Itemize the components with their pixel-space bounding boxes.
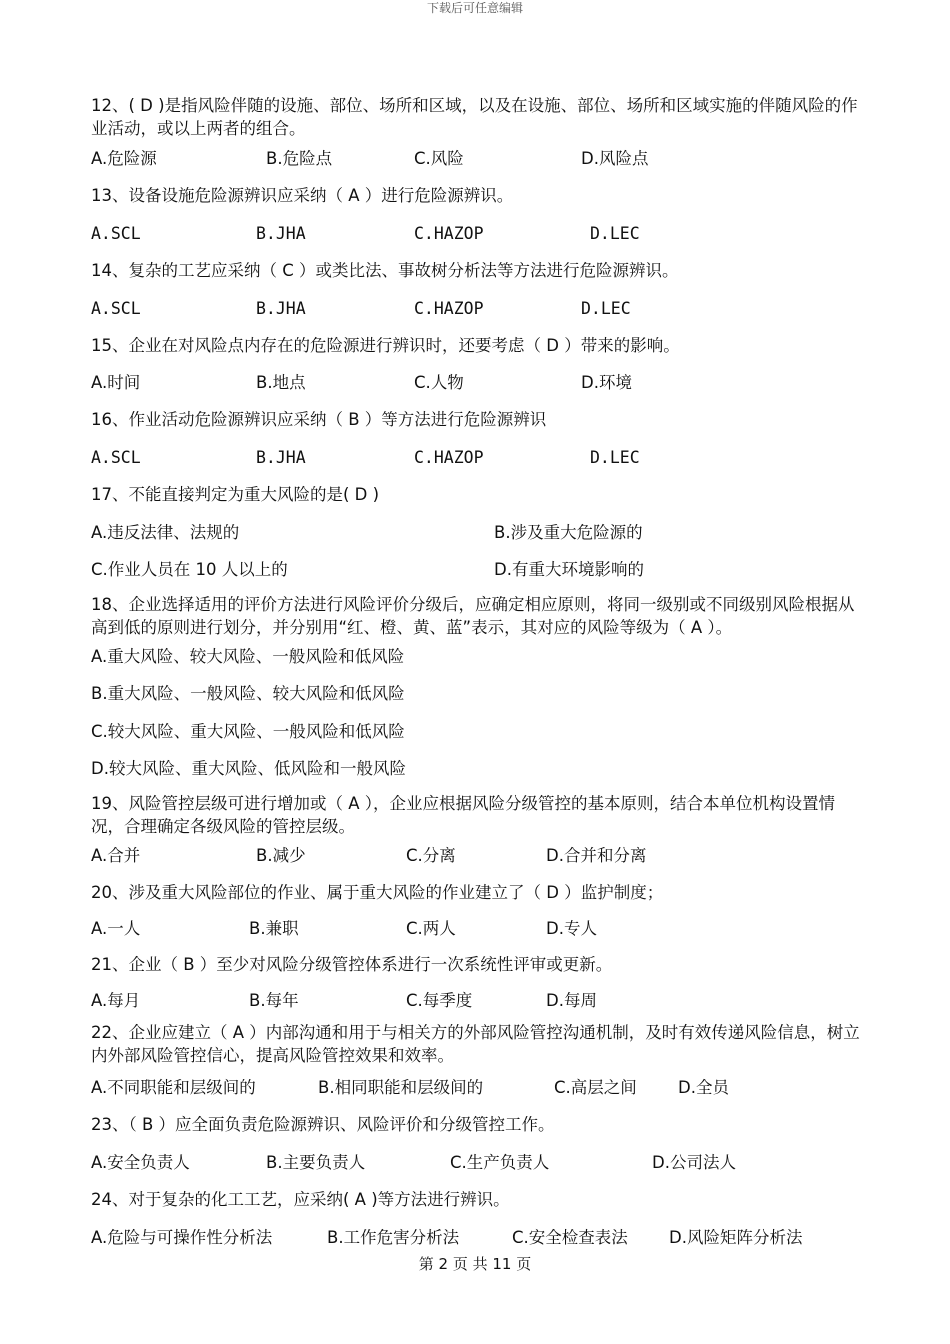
options-row (91, 989, 861, 1012)
option-b: B.每年 (249, 991, 299, 1010)
option-d: D.环境 (581, 373, 632, 392)
option-c: C.HAZOP (414, 299, 484, 318)
option-d: D.较大风险、重大风险、低风险和一般风险 (91, 759, 406, 778)
options-row (91, 558, 861, 581)
option-d: D.LEC (590, 448, 640, 467)
question-24: 24、对于复杂的化工工艺，应采纳( A )等方法进行辨识。 (91, 1190, 510, 1209)
options-row (91, 917, 861, 940)
options-row (91, 1076, 861, 1099)
options-row (91, 147, 861, 170)
option-d: D.风险点 (581, 149, 649, 168)
option-a: A.危险源 (91, 149, 157, 168)
option-d: D.专人 (546, 919, 597, 938)
option-c: C.HAZOP (414, 448, 484, 467)
option-b: B.地点 (256, 373, 306, 392)
option-d: D.每周 (546, 991, 597, 1010)
question-17: 17、不能直接判定为重大风险的是( D ) (91, 485, 380, 504)
option-c: C.HAZOP (414, 224, 484, 243)
option-c: C.安全检查表法 (512, 1228, 628, 1247)
question-22: 22、企业应建立（ A ）内部沟通和用于与相关方的外部风险管控沟通机制，及时有效传递风险信息，树立内外部风险管控信心，提高风险管控效果和效率。 (91, 1023, 860, 1065)
option-d: D.公司法人 (652, 1153, 736, 1172)
option-c: C.生产负责人 (450, 1153, 550, 1172)
option-b: B.危险点 (266, 149, 333, 168)
options-row (91, 844, 861, 867)
option-d: D.LEC (590, 224, 640, 243)
options-row (91, 720, 861, 743)
option-a: A.时间 (91, 373, 141, 392)
question-13: 13、设备设施危险源辨识应采纳（ A ）进行危险源辨识。 (91, 186, 514, 205)
option-d: D.全员 (678, 1078, 729, 1097)
option-b: B.主要负责人 (266, 1153, 366, 1172)
question-23: 23、（ B ）应全面负责危险源辨识、风险评价和分级管控工作。 (91, 1115, 555, 1134)
page-footer: 第 2 页 共 11 页 (418, 1255, 532, 1273)
option-d: D.LEC (581, 299, 631, 318)
option-a: A.危险与可操作性分析法 (91, 1228, 273, 1247)
question-20: 20、涉及重大风险部位的作业、属于重大风险的作业建立了（ D ）监护制度； (91, 883, 664, 902)
option-a: A.合并 (91, 846, 141, 865)
option-b: B.相同职能和层级间的 (318, 1078, 484, 1097)
options-row (91, 446, 861, 469)
options-row (91, 1226, 861, 1249)
option-a: A.违反法律、法规的 (91, 523, 240, 542)
option-c: C.作业人员在 10 人以上的 (91, 560, 288, 579)
question-15: 15、企业在对风险点内存在的危险源进行辨识时，还要考虑（ D ）带来的影响。 (91, 336, 680, 355)
option-d: D.风险矩阵分析法 (669, 1228, 803, 1247)
question-14: 14、复杂的工艺应采纳（ C ）或类比法、事故树分析法等方法进行危险源辨识。 (91, 261, 679, 280)
question-12: 12、( D )是指风险伴随的设施、部位、场所和区域，以及在设施、部位、场所和区域实施的伴随风险的作业活动，或以上两者的组合。 (91, 96, 858, 138)
options-row (91, 222, 861, 245)
question-21: 21、企业（ B ）至少对风险分级管控体系进行一次系统性评审或更新。 (91, 955, 613, 974)
option-c: C.每季度 (406, 991, 473, 1010)
options-row (91, 645, 861, 668)
options-row (91, 371, 861, 394)
question-16: 16、作业活动危险源辨识应采纳（ B ）等方法进行危险源辨识 (91, 410, 547, 429)
question-19: 19、风险管控层级可进行增加或（ A ），企业应根据风险分级管控的基本原则，结合本单位机构设置情况，合理确定各级风险的管控层级。 (91, 794, 836, 836)
option-a: A.SCL (91, 448, 141, 467)
options-row (91, 1151, 861, 1174)
option-b: B.JHA (256, 299, 306, 318)
question-18: 18、企业选择适用的评价方法进行风险评价分级后，应确定相应原则，将同一级别或不同级别风险根据从高到低的原则进行划分，并分别用“红、橙、黄、蓝”表示，其对应的风险等级为（ A ）。 (91, 595, 855, 637)
option-d: D.有重大环境影响的 (494, 560, 644, 579)
option-b: B.减少 (256, 846, 306, 865)
option-b: B.JHA (256, 224, 306, 243)
option-c: C.人物 (414, 373, 464, 392)
option-a: A.不同职能和层级间的 (91, 1078, 256, 1097)
options-row (91, 297, 861, 320)
option-b: B.工作危害分析法 (327, 1228, 460, 1247)
option-a: A.SCL (91, 224, 141, 243)
options-row (91, 521, 861, 544)
option-b: B.JHA (256, 448, 306, 467)
option-a: A.重大风险、较大风险、一般风险和低风险 (91, 647, 405, 666)
option-c: C.较大风险、重大风险、一般风险和低风险 (91, 722, 405, 741)
option-c: C.两人 (406, 919, 456, 938)
option-b: B.涉及重大危险源的 (494, 523, 643, 542)
option-d: D.合并和分离 (546, 846, 647, 865)
option-b: B.兼职 (249, 919, 299, 938)
option-c: C.风险 (414, 149, 464, 168)
option-a: A.每月 (91, 991, 141, 1010)
option-a: A.一人 (91, 919, 141, 938)
option-c: C.高层之间 (554, 1078, 637, 1097)
option-c: C.分离 (406, 846, 456, 865)
option-b: B.重大风险、一般风险、较大风险和低风险 (91, 684, 405, 703)
options-row (91, 757, 861, 780)
option-a: A.SCL (91, 299, 141, 318)
options-row (91, 682, 861, 705)
page-header: 下载后可任意编辑 (426, 1, 523, 15)
option-a: A.安全负责人 (91, 1153, 190, 1172)
